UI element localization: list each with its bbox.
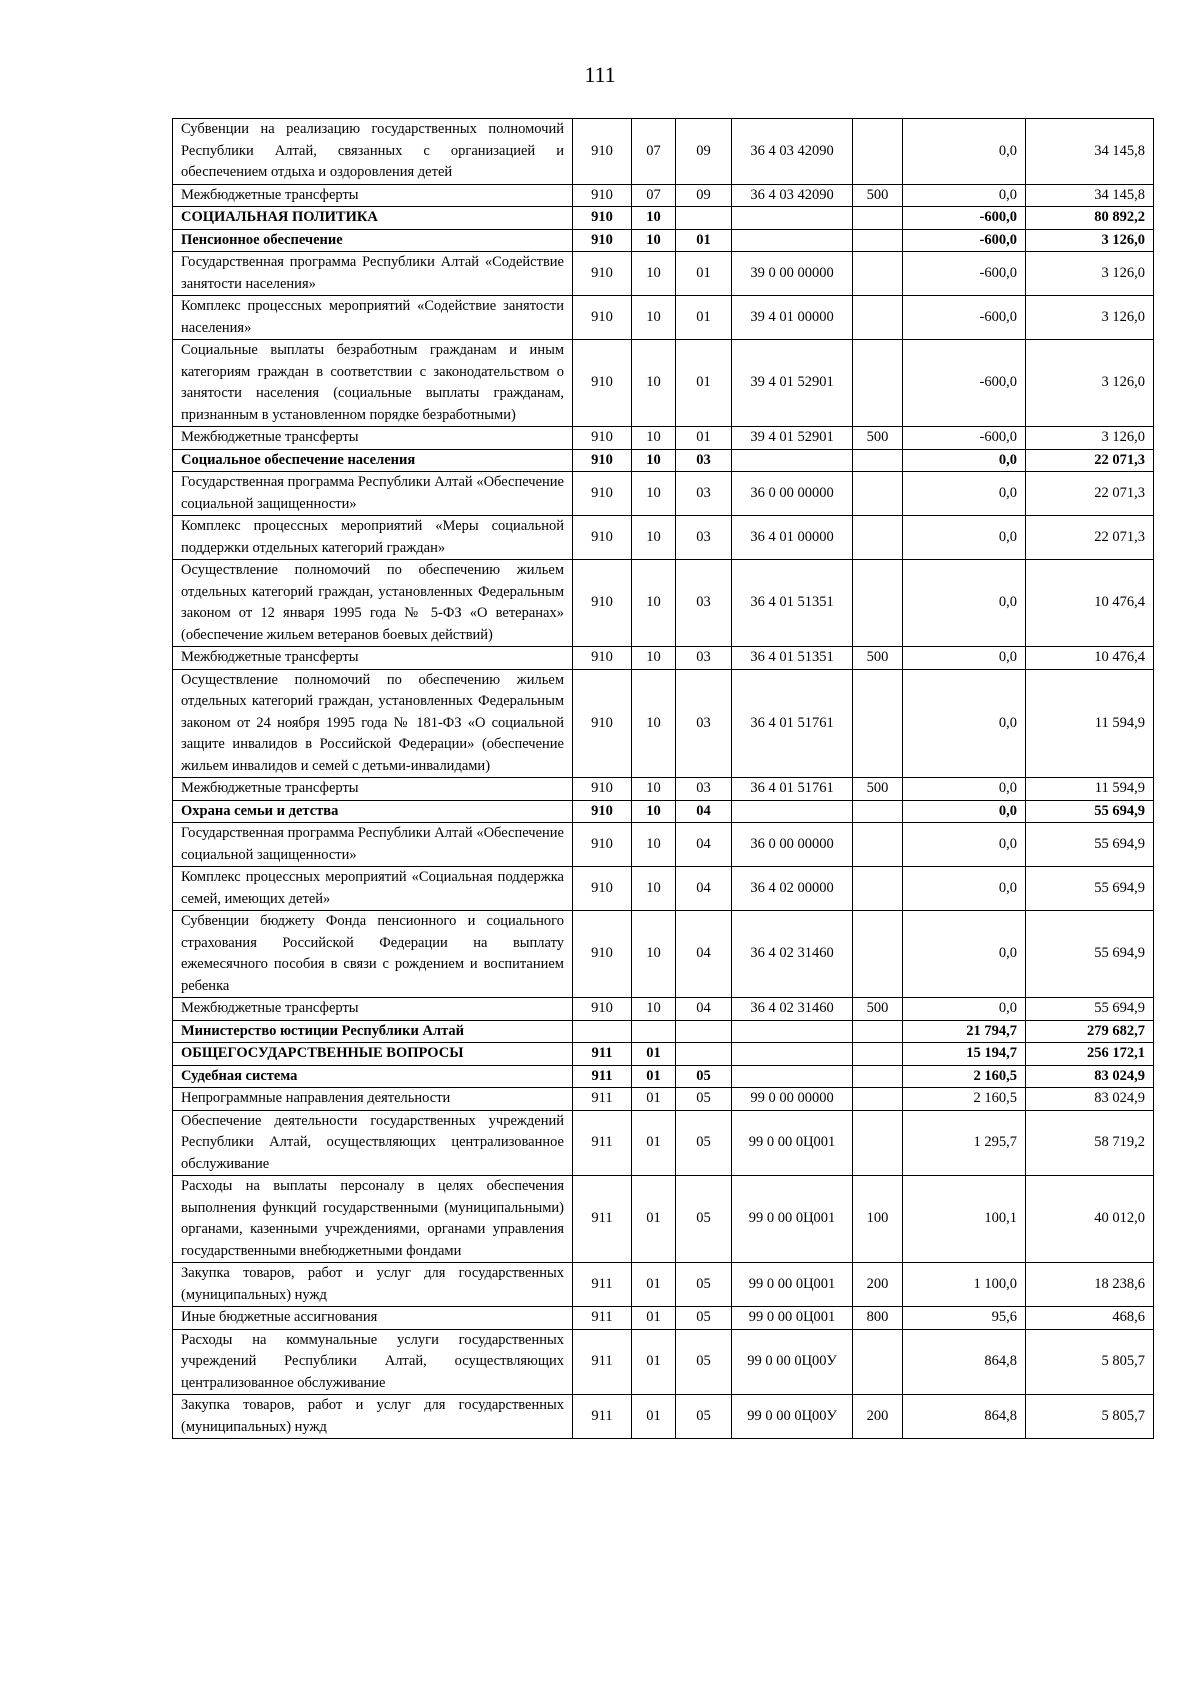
row-change-amount: 0,0 bbox=[903, 911, 1026, 998]
row-total-amount: 3 126,0 bbox=[1026, 296, 1154, 340]
row-subsection-code: 05 bbox=[676, 1329, 732, 1395]
row-ved-code: 910 bbox=[573, 119, 632, 185]
row-change-amount: 2 160,5 bbox=[903, 1065, 1026, 1088]
row-expense-type bbox=[853, 252, 903, 296]
row-change-amount: -600,0 bbox=[903, 229, 1026, 252]
row-name: Комплекс процессных мероприятий «Меры социальной поддержки отдельных категорий граждан» bbox=[173, 516, 573, 560]
row-subsection-code: 01 bbox=[676, 252, 732, 296]
row-subsection-code bbox=[676, 1043, 732, 1066]
row-ved-code: 910 bbox=[573, 472, 632, 516]
row-ved-code bbox=[573, 1020, 632, 1043]
row-target-article: 99 0 00 00000 bbox=[732, 1088, 853, 1111]
row-change-amount: 0,0 bbox=[903, 800, 1026, 823]
row-ved-code: 910 bbox=[573, 911, 632, 998]
row-target-article bbox=[732, 1043, 853, 1066]
row-total-amount: 22 071,3 bbox=[1026, 449, 1154, 472]
row-expense-type bbox=[853, 1110, 903, 1176]
row-change-amount: 1 295,7 bbox=[903, 1110, 1026, 1176]
row-ved-code: 910 bbox=[573, 340, 632, 427]
row-total-amount: 11 594,9 bbox=[1026, 778, 1154, 801]
row-target-article: 99 0 00 0Ц001 bbox=[732, 1176, 853, 1263]
row-expense-type bbox=[853, 1043, 903, 1066]
row-name: Закупка товаров, работ и услуг для государственных (муниципальных) нужд bbox=[173, 1263, 573, 1307]
row-target-article bbox=[732, 449, 853, 472]
row-section-code: 10 bbox=[632, 778, 676, 801]
row-subsection-code: 01 bbox=[676, 296, 732, 340]
row-expense-type bbox=[853, 472, 903, 516]
row-ved-code: 911 bbox=[573, 1088, 632, 1111]
row-ved-code: 911 bbox=[573, 1395, 632, 1439]
row-subsection-code: 01 bbox=[676, 427, 732, 450]
row-subsection-code: 03 bbox=[676, 449, 732, 472]
row-name: Иные бюджетные ассигнования bbox=[173, 1307, 573, 1330]
row-change-amount: 1 100,0 bbox=[903, 1263, 1026, 1307]
row-name: Межбюджетные трансферты bbox=[173, 647, 573, 670]
row-name: Расходы на выплаты персоналу в целях обеспечения выполнения функций государственными (муниципальными) органами, казенными учреждениями, органами управления государственными внебюджетными фондами bbox=[173, 1176, 573, 1263]
row-change-amount: 0,0 bbox=[903, 472, 1026, 516]
row-change-amount: 0,0 bbox=[903, 560, 1026, 647]
row-target-article: 36 4 03 42090 bbox=[732, 119, 853, 185]
row-expense-type bbox=[853, 340, 903, 427]
row-name: Межбюджетные трансферты bbox=[173, 184, 573, 207]
row-ved-code: 910 bbox=[573, 229, 632, 252]
row-ved-code: 910 bbox=[573, 184, 632, 207]
row-target-article bbox=[732, 207, 853, 230]
table-row bbox=[173, 340, 1154, 427]
table-row bbox=[173, 998, 1154, 1021]
row-ved-code: 910 bbox=[573, 669, 632, 778]
row-ved-code: 910 bbox=[573, 560, 632, 647]
row-expense-type bbox=[853, 560, 903, 647]
row-ved-code: 910 bbox=[573, 800, 632, 823]
row-section-code: 01 bbox=[632, 1307, 676, 1330]
row-expense-type bbox=[853, 1020, 903, 1043]
row-name: Государственная программа Республики Алтай «Обеспечение социальной защищенности» bbox=[173, 472, 573, 516]
row-change-amount: -600,0 bbox=[903, 427, 1026, 450]
row-name: Министерство юстиции Республики Алтай bbox=[173, 1020, 573, 1043]
row-change-amount: 15 194,7 bbox=[903, 1043, 1026, 1066]
row-subsection-code bbox=[676, 207, 732, 230]
table-row bbox=[173, 516, 1154, 560]
row-total-amount: 3 126,0 bbox=[1026, 427, 1154, 450]
row-change-amount: 0,0 bbox=[903, 184, 1026, 207]
row-name: Субвенции бюджету Фонда пенсионного и социального страхования Российской Федерации на выплату ежемесячного пособия в связи с рождением и воспитанием ребенка bbox=[173, 911, 573, 998]
row-ved-code: 910 bbox=[573, 296, 632, 340]
row-subsection-code: 05 bbox=[676, 1395, 732, 1439]
row-name: Осуществление полномочий по обеспечению жильем отдельных категорий граждан, установленных Федеральным законом от 12 января 1995 года № 5-ФЗ «О ветеранах» (обеспечение жильем ветеранов боевых действий) bbox=[173, 560, 573, 647]
row-target-article bbox=[732, 1065, 853, 1088]
row-subsection-code: 03 bbox=[676, 516, 732, 560]
row-change-amount: 21 794,7 bbox=[903, 1020, 1026, 1043]
row-section-code: 01 bbox=[632, 1176, 676, 1263]
row-ved-code: 911 bbox=[573, 1263, 632, 1307]
row-expense-type: 500 bbox=[853, 778, 903, 801]
table-row bbox=[173, 560, 1154, 647]
row-name: ОБЩЕГОСУДАРСТВЕННЫЕ ВОПРОСЫ bbox=[173, 1043, 573, 1066]
row-total-amount: 55 694,9 bbox=[1026, 867, 1154, 911]
table-row bbox=[173, 119, 1154, 185]
row-target-article: 36 4 01 51761 bbox=[732, 778, 853, 801]
row-subsection-code: 05 bbox=[676, 1307, 732, 1330]
table-row bbox=[173, 800, 1154, 823]
row-expense-type bbox=[853, 800, 903, 823]
row-name: Социальное обеспечение населения bbox=[173, 449, 573, 472]
table-row bbox=[173, 207, 1154, 230]
row-name: Обеспечение деятельности государственных учреждений Республики Алтай, осуществляющих централизованное обслуживание bbox=[173, 1110, 573, 1176]
table-row bbox=[173, 867, 1154, 911]
row-ved-code: 910 bbox=[573, 867, 632, 911]
row-name: Судебная система bbox=[173, 1065, 573, 1088]
row-target-article: 36 0 00 00000 bbox=[732, 823, 853, 867]
row-target-article: 36 4 02 31460 bbox=[732, 911, 853, 998]
row-section-code: 01 bbox=[632, 1043, 676, 1066]
table-row bbox=[173, 1263, 1154, 1307]
row-expense-type bbox=[853, 1329, 903, 1395]
row-ved-code: 911 bbox=[573, 1043, 632, 1066]
row-total-amount: 11 594,9 bbox=[1026, 669, 1154, 778]
row-name: СОЦИАЛЬНАЯ ПОЛИТИКА bbox=[173, 207, 573, 230]
row-target-article: 39 4 01 52901 bbox=[732, 340, 853, 427]
row-name: Субвенции на реализацию государственных полномочий Республики Алтай, связанных с организацией и обеспечением отдыха и оздоровления детей bbox=[173, 119, 573, 185]
row-target-article: 99 0 00 0Ц001 bbox=[732, 1263, 853, 1307]
row-subsection-code: 09 bbox=[676, 119, 732, 185]
row-target-article: 99 0 00 0Ц001 bbox=[732, 1307, 853, 1330]
row-target-article bbox=[732, 800, 853, 823]
row-total-amount: 3 126,0 bbox=[1026, 229, 1154, 252]
row-target-article: 36 4 03 42090 bbox=[732, 184, 853, 207]
row-section-code: 10 bbox=[632, 449, 676, 472]
table-row bbox=[173, 911, 1154, 998]
row-name: Государственная программа Республики Алтай «Обеспечение социальной защищенности» bbox=[173, 823, 573, 867]
row-subsection-code: 05 bbox=[676, 1065, 732, 1088]
row-section-code: 10 bbox=[632, 867, 676, 911]
row-target-article: 99 0 00 0Ц001 bbox=[732, 1110, 853, 1176]
row-total-amount: 80 892,2 bbox=[1026, 207, 1154, 230]
row-name: Межбюджетные трансферты bbox=[173, 427, 573, 450]
row-ved-code: 910 bbox=[573, 778, 632, 801]
row-section-code: 01 bbox=[632, 1065, 676, 1088]
row-subsection-code bbox=[676, 1020, 732, 1043]
row-total-amount: 83 024,9 bbox=[1026, 1065, 1154, 1088]
row-target-article: 36 0 00 00000 bbox=[732, 472, 853, 516]
row-name: Пенсионное обеспечение bbox=[173, 229, 573, 252]
row-expense-type bbox=[853, 516, 903, 560]
row-section-code: 10 bbox=[632, 516, 676, 560]
row-name: Государственная программа Республики Алтай «Содействие занятости населения» bbox=[173, 252, 573, 296]
row-name: Социальные выплаты безработным гражданам и иным категориям граждан в соответствии с законодательством о занятости населения (социальные выплаты гражданам, признанным в установленном порядке безработными) bbox=[173, 340, 573, 427]
row-subsection-code: 04 bbox=[676, 911, 732, 998]
row-target-article: 39 4 01 00000 bbox=[732, 296, 853, 340]
row-target-article: 36 4 01 51761 bbox=[732, 669, 853, 778]
row-target-article: 36 4 02 31460 bbox=[732, 998, 853, 1021]
row-section-code: 01 bbox=[632, 1395, 676, 1439]
table-row bbox=[173, 1088, 1154, 1111]
table-row bbox=[173, 1307, 1154, 1330]
row-total-amount: 3 126,0 bbox=[1026, 340, 1154, 427]
row-expense-type bbox=[853, 449, 903, 472]
row-ved-code: 910 bbox=[573, 516, 632, 560]
table-row bbox=[173, 823, 1154, 867]
row-change-amount: 0,0 bbox=[903, 119, 1026, 185]
row-section-code: 10 bbox=[632, 427, 676, 450]
row-total-amount: 55 694,9 bbox=[1026, 911, 1154, 998]
table-row bbox=[173, 449, 1154, 472]
row-change-amount: 0,0 bbox=[903, 823, 1026, 867]
row-name: Комплекс процессных мероприятий «Содействие занятости населения» bbox=[173, 296, 573, 340]
table-row bbox=[173, 1020, 1154, 1043]
row-section-code: 10 bbox=[632, 998, 676, 1021]
row-subsection-code: 09 bbox=[676, 184, 732, 207]
row-change-amount: 0,0 bbox=[903, 998, 1026, 1021]
row-total-amount: 58 719,2 bbox=[1026, 1110, 1154, 1176]
row-total-amount: 55 694,9 bbox=[1026, 998, 1154, 1021]
row-section-code bbox=[632, 1020, 676, 1043]
row-ved-code: 910 bbox=[573, 998, 632, 1021]
row-total-amount: 5 805,7 bbox=[1026, 1395, 1154, 1439]
row-section-code: 01 bbox=[632, 1263, 676, 1307]
row-expense-type: 500 bbox=[853, 184, 903, 207]
row-name: Межбюджетные трансферты bbox=[173, 998, 573, 1021]
row-expense-type bbox=[853, 669, 903, 778]
table-row bbox=[173, 1065, 1154, 1088]
budget-table bbox=[172, 118, 1154, 1439]
row-total-amount: 55 694,9 bbox=[1026, 823, 1154, 867]
row-subsection-code: 05 bbox=[676, 1263, 732, 1307]
row-total-amount: 279 682,7 bbox=[1026, 1020, 1154, 1043]
budget-table-body bbox=[173, 119, 1154, 1439]
row-change-amount: 0,0 bbox=[903, 516, 1026, 560]
row-subsection-code: 04 bbox=[676, 998, 732, 1021]
row-target-article: 39 0 00 00000 bbox=[732, 252, 853, 296]
row-section-code: 10 bbox=[632, 340, 676, 427]
row-total-amount: 34 145,8 bbox=[1026, 119, 1154, 185]
row-total-amount: 22 071,3 bbox=[1026, 516, 1154, 560]
row-total-amount: 55 694,9 bbox=[1026, 800, 1154, 823]
row-section-code: 10 bbox=[632, 823, 676, 867]
table-row bbox=[173, 647, 1154, 670]
row-change-amount: 100,1 bbox=[903, 1176, 1026, 1263]
row-name: Закупка товаров, работ и услуг для государственных (муниципальных) нужд bbox=[173, 1395, 573, 1439]
row-subsection-code: 03 bbox=[676, 647, 732, 670]
row-expense-type bbox=[853, 1065, 903, 1088]
row-change-amount: 0,0 bbox=[903, 647, 1026, 670]
table-row bbox=[173, 1176, 1154, 1263]
row-change-amount: 0,0 bbox=[903, 449, 1026, 472]
row-expense-type bbox=[853, 823, 903, 867]
row-ved-code: 910 bbox=[573, 647, 632, 670]
row-name: Охрана семьи и детства bbox=[173, 800, 573, 823]
row-section-code: 10 bbox=[632, 800, 676, 823]
row-total-amount: 256 172,1 bbox=[1026, 1043, 1154, 1066]
row-section-code: 10 bbox=[632, 560, 676, 647]
row-section-code: 10 bbox=[632, 207, 676, 230]
row-ved-code: 911 bbox=[573, 1065, 632, 1088]
row-subsection-code: 04 bbox=[676, 823, 732, 867]
page-number: 111 bbox=[584, 62, 616, 87]
row-expense-type: 100 bbox=[853, 1176, 903, 1263]
table-row bbox=[173, 229, 1154, 252]
table-row bbox=[173, 1395, 1154, 1439]
row-change-amount: 864,8 bbox=[903, 1329, 1026, 1395]
row-ved-code: 910 bbox=[573, 449, 632, 472]
row-target-article: 36 4 02 00000 bbox=[732, 867, 853, 911]
table-row bbox=[173, 669, 1154, 778]
row-name: Межбюджетные трансферты bbox=[173, 778, 573, 801]
row-ved-code: 910 bbox=[573, 207, 632, 230]
row-ved-code: 911 bbox=[573, 1110, 632, 1176]
row-target-article: 99 0 00 0Ц00У bbox=[732, 1329, 853, 1395]
row-subsection-code: 01 bbox=[676, 229, 732, 252]
row-name: Осуществление полномочий по обеспечению жильем отдельных категорий граждан, установленных Федеральным законом от 24 ноября 1995 года № 181-ФЗ «О социальной защите инвалидов в Российской Федерации» (обеспечение жильем инвалидов и семей с детьми-инвалидами) bbox=[173, 669, 573, 778]
row-subsection-code: 03 bbox=[676, 778, 732, 801]
row-name: Непрограммные направления деятельности bbox=[173, 1088, 573, 1111]
row-expense-type: 500 bbox=[853, 427, 903, 450]
row-ved-code: 911 bbox=[573, 1307, 632, 1330]
row-total-amount: 40 012,0 bbox=[1026, 1176, 1154, 1263]
row-expense-type bbox=[853, 119, 903, 185]
row-target-article: 39 4 01 52901 bbox=[732, 427, 853, 450]
row-ved-code: 910 bbox=[573, 823, 632, 867]
row-expense-type: 200 bbox=[853, 1263, 903, 1307]
table-row bbox=[173, 252, 1154, 296]
row-section-code: 10 bbox=[632, 647, 676, 670]
row-name: Расходы на коммунальные услуги государственных учреждений Республики Алтай, осуществляющих централизованное обслуживание bbox=[173, 1329, 573, 1395]
row-subsection-code: 03 bbox=[676, 472, 732, 516]
row-section-code: 10 bbox=[632, 669, 676, 778]
row-subsection-code: 04 bbox=[676, 800, 732, 823]
table-row bbox=[173, 296, 1154, 340]
row-section-code: 01 bbox=[632, 1088, 676, 1111]
row-change-amount: 95,6 bbox=[903, 1307, 1026, 1330]
row-total-amount: 5 805,7 bbox=[1026, 1329, 1154, 1395]
row-total-amount: 10 476,4 bbox=[1026, 647, 1154, 670]
row-total-amount: 83 024,9 bbox=[1026, 1088, 1154, 1111]
row-ved-code: 911 bbox=[573, 1176, 632, 1263]
row-section-code: 07 bbox=[632, 119, 676, 185]
row-change-amount: -600,0 bbox=[903, 252, 1026, 296]
row-total-amount: 3 126,0 bbox=[1026, 252, 1154, 296]
row-section-code: 01 bbox=[632, 1329, 676, 1395]
row-section-code: 10 bbox=[632, 229, 676, 252]
row-section-code: 10 bbox=[632, 296, 676, 340]
row-change-amount: 0,0 bbox=[903, 778, 1026, 801]
row-total-amount: 18 238,6 bbox=[1026, 1263, 1154, 1307]
row-section-code: 07 bbox=[632, 184, 676, 207]
row-subsection-code: 05 bbox=[676, 1088, 732, 1111]
row-change-amount: 0,0 bbox=[903, 669, 1026, 778]
row-change-amount: -600,0 bbox=[903, 207, 1026, 230]
row-change-amount: -600,0 bbox=[903, 296, 1026, 340]
row-section-code: 10 bbox=[632, 911, 676, 998]
row-expense-type bbox=[853, 911, 903, 998]
row-subsection-code: 05 bbox=[676, 1176, 732, 1263]
row-target-article: 36 4 01 51351 bbox=[732, 647, 853, 670]
row-target-article: 36 4 01 00000 bbox=[732, 516, 853, 560]
row-section-code: 01 bbox=[632, 1110, 676, 1176]
row-subsection-code: 01 bbox=[676, 340, 732, 427]
row-target-article bbox=[732, 1020, 853, 1043]
row-total-amount: 34 145,8 bbox=[1026, 184, 1154, 207]
row-change-amount: 864,8 bbox=[903, 1395, 1026, 1439]
row-section-code: 10 bbox=[632, 472, 676, 516]
row-expense-type bbox=[853, 207, 903, 230]
row-change-amount: 2 160,5 bbox=[903, 1088, 1026, 1111]
row-subsection-code: 05 bbox=[676, 1110, 732, 1176]
row-expense-type bbox=[853, 867, 903, 911]
row-expense-type bbox=[853, 1088, 903, 1111]
row-expense-type bbox=[853, 296, 903, 340]
row-change-amount: 0,0 bbox=[903, 867, 1026, 911]
table-row bbox=[173, 778, 1154, 801]
row-subsection-code: 03 bbox=[676, 560, 732, 647]
row-expense-type: 200 bbox=[853, 1395, 903, 1439]
row-total-amount: 468,6 bbox=[1026, 1307, 1154, 1330]
row-subsection-code: 03 bbox=[676, 669, 732, 778]
row-expense-type bbox=[853, 229, 903, 252]
row-expense-type: 500 bbox=[853, 647, 903, 670]
table-row bbox=[173, 427, 1154, 450]
row-section-code: 10 bbox=[632, 252, 676, 296]
row-ved-code: 910 bbox=[573, 252, 632, 296]
table-row bbox=[173, 1329, 1154, 1395]
row-expense-type: 800 bbox=[853, 1307, 903, 1330]
row-total-amount: 22 071,3 bbox=[1026, 472, 1154, 516]
row-total-amount: 10 476,4 bbox=[1026, 560, 1154, 647]
row-expense-type: 500 bbox=[853, 998, 903, 1021]
row-ved-code: 911 bbox=[573, 1329, 632, 1395]
table-row bbox=[173, 472, 1154, 516]
row-subsection-code: 04 bbox=[676, 867, 732, 911]
table-row bbox=[173, 184, 1154, 207]
row-target-article: 36 4 01 51351 bbox=[732, 560, 853, 647]
table-row bbox=[173, 1043, 1154, 1066]
row-ved-code: 910 bbox=[573, 427, 632, 450]
row-name: Комплекс процессных мероприятий «Социальная поддержка семей, имеющих детей» bbox=[173, 867, 573, 911]
row-target-article: 99 0 00 0Ц00У bbox=[732, 1395, 853, 1439]
table-row bbox=[173, 1110, 1154, 1176]
row-target-article bbox=[732, 229, 853, 252]
row-change-amount: -600,0 bbox=[903, 340, 1026, 427]
